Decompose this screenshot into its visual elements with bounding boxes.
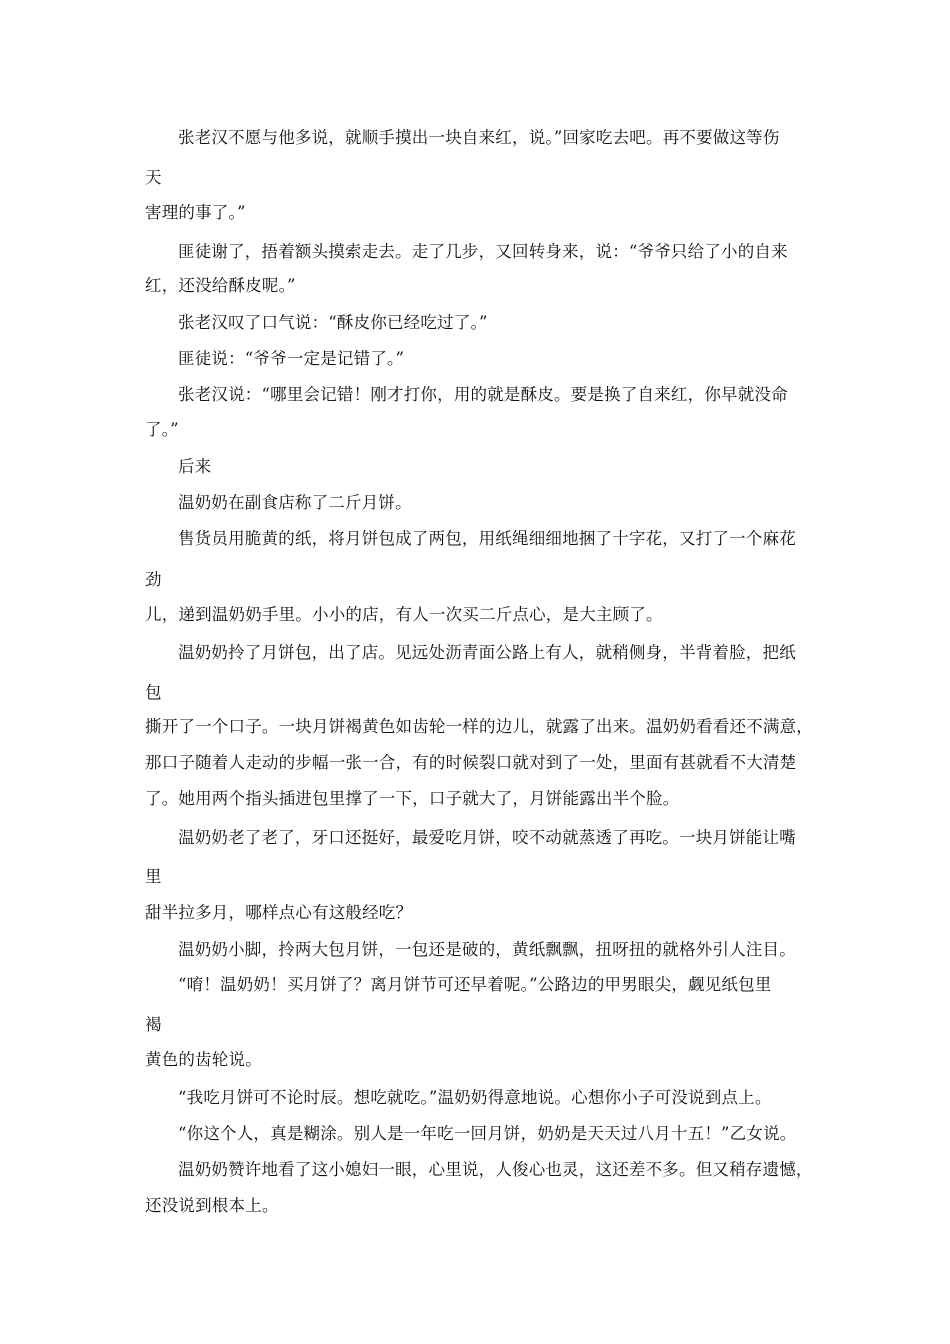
text-line: 温奶奶老了老了，牙口还挺好，最爱吃月饼，咬不动就蒸透了再吃。一块月饼能让嘴 xyxy=(178,828,796,847)
text-line: 匪徒谢了，捂着额头摸索走去。走了几步，又回转身来，说：“爷爷只给了小的自来 xyxy=(178,242,788,261)
text-line: 那口子随着人走动的步幅一张一合，有的时候裂口就对到了一处，里面有甚就看不大清楚 xyxy=(145,753,797,772)
text-line: 儿，递到温奶奶手里。小小的店，有人一次买二斤点心，是大主顾了。 xyxy=(145,605,663,624)
text-line: 害理的事了。” xyxy=(145,203,246,222)
text-line: 褐 xyxy=(145,1015,162,1034)
text-line: 张老汉叹了口气说：“酥皮你已经吃过了。” xyxy=(178,313,488,332)
text-line: “你这个人，真是糊涂。别人是一年吃一回月饼，奶奶是天天过八月十五！”乙女说。 xyxy=(178,1124,797,1143)
text-line: 了。” xyxy=(145,420,179,439)
text-line: 包 xyxy=(145,683,162,702)
text-line: 温奶奶赞许地看了这小媳妇一眼，心里说，人俊心也灵，这还差不多。但又稍存遗憾， xyxy=(178,1160,813,1179)
text-line: 里 xyxy=(145,867,162,886)
text-line: 后来 xyxy=(178,457,212,476)
text-line: 张老汉不愿与他多说，就顺手摸出一块自来红，说。”回家吃去吧。再不要做这等伤 xyxy=(178,128,780,147)
text-line: 甜半拉多月，哪样点心有这般经吃？ xyxy=(145,903,413,922)
text-line: “我吃月饼可不论时辰。想吃就吃。”温奶奶得意地说。心想你小子可没说到点上。 xyxy=(178,1088,772,1107)
text-line: 还没说到根本上。 xyxy=(145,1196,279,1215)
text-line: 温奶奶拎了月饼包，出了店。见远处沥青面公路上有人，就稍侧身，半背着脸，把纸 xyxy=(178,643,796,662)
text-line: “唷！温奶奶！买月饼了？离月饼节可还早着呢。”公路边的甲男眼尖，觑见纸包里 xyxy=(178,975,772,994)
text-line: 红，还没给酥皮呢。” xyxy=(145,276,296,295)
text-line: 了。她用两个指头插进包里撑了一下，口子就大了，月饼能露出半个脸。 xyxy=(145,789,680,808)
text-line: 劲 xyxy=(145,570,162,589)
text-line: 张老汉说：“哪里会记错！刚才打你，用的就是酥皮。要是换了自来红，你早就没命 xyxy=(178,385,788,404)
text-line: 匪徒说：“爷爷一定是记错了。” xyxy=(178,349,405,368)
text-line: 天 xyxy=(145,168,162,187)
text-line: 温奶奶小脚，拎两大包月饼，一包还是破的，黄纸飘飘，扭呀扭的就格外引人注目。 xyxy=(178,940,796,959)
text-line: 售货员用脆黄的纸，将月饼包成了两包，用纸绳细细地捆了十字花，又打了一个麻花 xyxy=(178,529,796,548)
text-line: 黄色的齿轮说。 xyxy=(145,1050,262,1069)
text-line: 撕开了一个口子。一块月饼褐黄色如齿轮一样的边儿，就露了出来。温奶奶看看还不满意， xyxy=(145,717,813,736)
text-line: 温奶奶在副食店称了二斤月饼。 xyxy=(178,493,412,512)
